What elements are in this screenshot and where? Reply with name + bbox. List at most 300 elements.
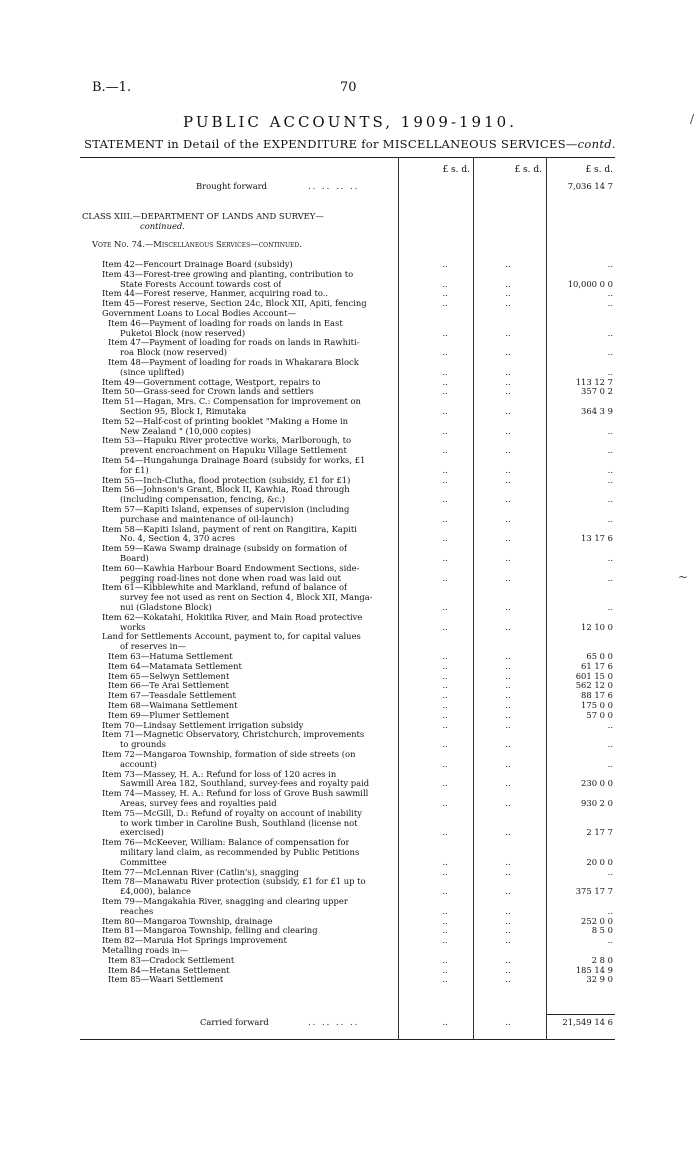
table-row — [80, 337, 615, 347]
item-amount: .. — [607, 572, 613, 583]
col2-dots: .. — [505, 1017, 511, 1027]
table-row — [80, 700, 615, 710]
table-row — [80, 612, 615, 622]
item-amount: .. — [607, 935, 613, 946]
item-amount: 230 0 0 — [581, 778, 613, 789]
subtitle-main: STATEMENT in Detail of the EXPENDITURE for MISCELLANEOUS SERVICES— — [84, 137, 578, 151]
table-row — [80, 759, 615, 769]
item-amount: 32 9 0 — [586, 974, 613, 985]
item-description: account) — [120, 758, 157, 769]
item-description: Item 48—Payment of loading for roads in Whakarara Block — [108, 357, 359, 367]
item-amount: 357 0 2 — [581, 386, 613, 397]
table-row — [80, 935, 615, 945]
carried-forward-label: Carried forward — [200, 1017, 269, 1027]
item-amount: 12 10 0 — [581, 621, 613, 632]
table-row — [80, 357, 615, 367]
item-description: Item 74—Massey, H. A.: Refund for loss of Grove Bush sawmill — [102, 788, 369, 799]
table-row — [80, 416, 615, 426]
item-description: (including compensation, fencing, &c.) — [120, 494, 286, 505]
item-description: Section 95, Block I, Rimutaka — [120, 406, 247, 416]
item-description: purchase and maintenance of oil-launch) — [120, 513, 294, 524]
table-row — [80, 602, 615, 612]
col1-dots: .. — [442, 386, 448, 397]
item-description: pegging road-lines not done when road was laid out — [120, 572, 341, 583]
table-row — [80, 837, 615, 847]
table-row — [80, 896, 615, 906]
col2-dots: .. — [505, 327, 511, 338]
class-heading-cont — [80, 221, 615, 231]
table-row — [80, 788, 615, 798]
item-description: No. 4, Section 4, 370 acres — [120, 533, 235, 544]
table-row — [80, 739, 615, 749]
col1-dots: .. — [442, 259, 448, 269]
table-row — [80, 808, 615, 818]
item-description: Item 69—Plumer Settlement — [108, 709, 230, 720]
col2-dots: .. — [505, 660, 511, 671]
item-description: Item 47—Payment of loading for roads on lands in Rawhiti- — [108, 337, 360, 348]
item-description: Item 43—Forest-tree growing and planting, contribution to — [102, 268, 354, 279]
item-description: Item 63—Hatuma Settlement — [108, 651, 233, 661]
item-amount: 88 17 6 — [581, 690, 613, 701]
item-description: Item 65—Selwyn Settlement — [108, 670, 230, 681]
table-row — [80, 778, 615, 788]
table-row — [80, 974, 615, 984]
item-description: Item 59—Kawa Swamp drainage (subsidy on formation of — [102, 543, 348, 554]
col2-dots: .. — [505, 651, 511, 661]
col1-dots: .. — [442, 660, 448, 671]
table-row — [80, 690, 615, 700]
carried-forward-amount: 21,549 14 6 — [562, 1017, 613, 1027]
col1-dots: .. — [442, 925, 448, 936]
col1-dots: .. — [442, 739, 448, 750]
item-description: Item 62—Kokatahi, Hokitika River, and Main Road protective — [102, 611, 363, 622]
item-description: Item 68—Waimana Settlement — [108, 700, 238, 710]
item-amount: 8 5 0 — [591, 925, 613, 936]
col2-dots: .. — [505, 474, 511, 485]
item-description: for £1) — [120, 464, 149, 475]
item-amount: 252 0 0 — [581, 915, 613, 926]
item-amount: .. — [607, 758, 613, 769]
col2-dots: .. — [505, 719, 511, 730]
col2-dots: .. — [505, 494, 511, 505]
col2-dots: .. — [505, 298, 511, 309]
item-description: prevent encroachment on Hapuku Village Settlement — [120, 445, 347, 456]
class-heading-cont-text: continued. — [140, 221, 185, 231]
leader-dots: .. .. .. .. — [308, 181, 360, 191]
col1-dots: .. — [442, 778, 448, 789]
item-description: Item 83—Cradock Settlement — [108, 954, 235, 965]
item-description: Item 51—Hagan, Mrs. C.: Compensation for improvement on — [102, 396, 361, 407]
item-description: Item 80—Mangaroa Township, drainage — [102, 915, 273, 926]
column-header-3: £ s. d. — [585, 165, 613, 175]
item-description: survey fee not used as rent on Section 4, Block XII, Manga- — [120, 592, 373, 603]
table-row — [80, 906, 615, 916]
subtitle-contd: contd. — [577, 137, 616, 151]
col2-dots: .. — [505, 905, 511, 916]
table-row — [80, 573, 615, 583]
table-row — [80, 622, 615, 632]
item-description: Item 67—Teasdale Settlement — [108, 690, 236, 701]
item-amount: 930 2 0 — [581, 798, 613, 808]
col2-dots: .. — [505, 974, 511, 985]
item-description: Item 56—Johnson's Grant, Block II, Kawhia, Road through — [102, 484, 350, 495]
item-description: roa Block (now reserved) — [120, 347, 228, 358]
item-amount: 20 0 0 — [586, 856, 613, 867]
table-row — [80, 288, 615, 298]
item-description: Item 44—Forest reserve, Hanmer, acquiring road to.. — [102, 288, 329, 299]
table-row — [80, 720, 615, 730]
table-row — [80, 945, 615, 955]
item-description: Item 52—Half-cost of printing booklet "Making a Home in — [102, 415, 349, 426]
col1-dots: .. — [442, 680, 448, 691]
col2-dots: .. — [505, 259, 511, 269]
table-row — [80, 328, 615, 338]
item-amount: 175 0 0 — [581, 700, 613, 710]
column-header-2: £ s. d. — [514, 165, 542, 175]
col2-dots: .. — [505, 425, 511, 436]
col2-dots: .. — [505, 406, 511, 416]
col2-dots: .. — [505, 827, 511, 838]
table-bottom-rule — [80, 1039, 615, 1040]
col1-dots: .. — [442, 915, 448, 926]
item-description: exercised) — [120, 827, 164, 838]
page-subtitle — [0, 137, 700, 151]
table-row — [80, 916, 615, 926]
col1-dots: .. — [442, 288, 448, 299]
table-row — [80, 867, 615, 877]
col1-dots: .. — [442, 464, 448, 475]
item-description: Item 77—McLennan River (Catlin's), snagging — [102, 866, 300, 877]
item-amount: 2 8 0 — [591, 954, 613, 965]
col1-dots: .. — [442, 700, 448, 710]
item-description: Item 85—Waari Settlement — [108, 974, 224, 985]
table-row — [80, 484, 615, 494]
col1-dots: .. — [442, 602, 448, 612]
col1-dots: .. — [442, 651, 448, 661]
table-row — [80, 847, 615, 857]
item-description: Sawmill Area 182, Southland, survey-fees and royalty paid — [120, 778, 370, 789]
table-row — [80, 651, 615, 661]
item-description: Item 45—Forest reserve, Section 24c, Block XII, Apiti, fencing — [102, 298, 367, 309]
item-description: Item 53—Hapuku River protective works, Marlborough, to — [102, 435, 352, 446]
table-row — [80, 347, 615, 357]
item-description: Item 76—McKeever, William: Balance of compensation for — [102, 837, 350, 848]
leader-dots: .. .. .. .. — [308, 1017, 360, 1027]
col1-dots: .. — [442, 445, 448, 456]
item-description: Item 60—Kawhia Harbour Board Endowment Sections, side- — [102, 562, 360, 573]
item-description: military land claim, as recommended by Public Petitions — [120, 847, 360, 857]
item-amount: 13 17 6 — [581, 533, 613, 544]
item-description: Item 66—Te Arai Settlement — [108, 680, 229, 691]
margin-mark: / — [690, 112, 695, 126]
col1-dots: .. — [442, 866, 448, 877]
item-amount: 113 12 7 — [575, 376, 613, 387]
table-row — [80, 396, 615, 406]
col2-dots: .. — [505, 572, 511, 583]
item-amount: .. — [607, 259, 613, 269]
brought-forward-amount: 7,036 14 7 — [567, 181, 613, 191]
table-row — [80, 494, 615, 504]
table-row — [80, 925, 615, 935]
item-amount: .. — [607, 347, 613, 358]
table-row — [80, 857, 615, 867]
col2-dots: .. — [505, 700, 511, 710]
col1-dots: .. — [442, 719, 448, 730]
item-description: Land for Settlements Account, payment to, for capital values — [102, 631, 361, 642]
margin-mark: ~ — [678, 570, 689, 584]
brought-forward-label: Brought forward — [196, 181, 268, 191]
carried-forward-row — [80, 1017, 615, 1027]
col2-dots: .. — [505, 964, 511, 975]
table-top-rule — [80, 157, 615, 158]
col1-dots: .. — [442, 709, 448, 720]
item-amount: 185 14 9 — [575, 964, 613, 975]
item-description: to grounds — [120, 739, 166, 750]
table-row — [80, 377, 615, 387]
col2-dots: .. — [505, 386, 511, 397]
table-row — [80, 592, 615, 602]
page-title: PUBLIC ACCOUNTS, 1909-1910. — [183, 113, 517, 131]
col1-dots: .. — [442, 1017, 448, 1027]
col1-dots: .. — [442, 474, 448, 485]
table-row — [80, 465, 615, 475]
table-row — [80, 445, 615, 455]
col1-dots: .. — [442, 327, 448, 338]
item-amount: 61 17 6 — [581, 660, 613, 671]
document-reference: B.—1. — [92, 80, 132, 95]
item-description: Government Loans to Local Bodies Account— — [102, 308, 296, 318]
item-description: State Forests Account towards cost of — [120, 278, 282, 289]
item-description: reaches — [120, 905, 154, 916]
col2-dots: .. — [505, 288, 511, 299]
item-description: Item 82—Maruia Hot Springs improvement — [102, 935, 287, 946]
table-row — [80, 729, 615, 739]
table-row — [80, 749, 615, 759]
item-description: Item 71—Magnetic Observatory, Christchurch, improvements — [102, 729, 365, 740]
table-row — [80, 582, 615, 592]
col2-dots: .. — [505, 376, 511, 387]
col2-dots: .. — [505, 347, 511, 358]
vote-heading — [80, 239, 615, 249]
col2-dots: .. — [505, 553, 511, 563]
carried-rule — [546, 1014, 615, 1015]
table-row — [80, 543, 615, 553]
col1-dots: .. — [442, 964, 448, 975]
table-row — [80, 386, 615, 396]
item-description: New Zealand " (10,000 copies) — [120, 425, 252, 436]
col2-dots: .. — [505, 886, 511, 897]
col1-dots: .. — [442, 954, 448, 965]
col1-dots: .. — [442, 298, 448, 309]
item-description: Item 84—Hetana Settlement — [108, 964, 230, 975]
table-row — [80, 298, 615, 308]
table-row — [80, 661, 615, 671]
table-row — [80, 279, 615, 289]
col1-dots: .. — [442, 974, 448, 985]
col2-dots: .. — [505, 935, 511, 946]
table-row — [80, 818, 615, 828]
col1-dots: .. — [442, 278, 448, 289]
item-amount: .. — [607, 327, 613, 338]
item-amount: .. — [607, 494, 613, 505]
item-amount: .. — [607, 288, 613, 299]
col1-dots: .. — [442, 856, 448, 867]
item-description: Metalling roads in— — [102, 945, 189, 955]
vote-heading-text: Vote No. 74.—Miscellaneous Services—continued. — [92, 239, 302, 249]
col1-dots: .. — [442, 553, 448, 563]
col1-dots: .. — [442, 376, 448, 387]
col1-dots: .. — [442, 758, 448, 769]
table-row — [80, 798, 615, 808]
table-row — [80, 504, 615, 514]
item-description: Item 58—Kapiti Island, payment of rent on Rangitira, Kapiti — [102, 523, 357, 534]
col1-dots: .. — [442, 670, 448, 681]
col2-dots: .. — [505, 513, 511, 524]
item-description: Committee — [120, 856, 167, 867]
col2-dots: .. — [505, 778, 511, 789]
table-row — [80, 886, 615, 896]
table-row — [80, 965, 615, 975]
table-row — [80, 455, 615, 465]
item-description: Item 79—Mangakahia River, snagging and clearing upper — [102, 896, 348, 906]
table-row — [80, 514, 615, 524]
table-row — [80, 367, 615, 377]
item-amount: .. — [607, 445, 613, 456]
item-amount: .. — [607, 464, 613, 475]
item-amount: 375 17 7 — [575, 886, 613, 897]
col2-dots: .. — [505, 533, 511, 544]
item-description: £4,000), balance — [120, 886, 191, 897]
table-row — [80, 955, 615, 965]
table-row — [80, 827, 615, 837]
col1-dots: .. — [442, 905, 448, 916]
col2-dots: .. — [505, 680, 511, 691]
col1-dots: .. — [442, 494, 448, 505]
item-amount: 65 0 0 — [586, 651, 613, 661]
item-description: Item 81—Mangaroa Township, felling and clearing — [102, 925, 318, 936]
col1-dots: .. — [442, 827, 448, 838]
table-row — [80, 631, 615, 641]
item-description: to work timber in Caroline Bush, Southland (license not — [120, 817, 358, 828]
table-row — [80, 876, 615, 886]
col2-dots: .. — [505, 709, 511, 720]
item-amount: .. — [607, 602, 613, 612]
item-amount: .. — [607, 425, 613, 436]
table-row — [80, 553, 615, 563]
col2-dots: .. — [505, 621, 511, 632]
item-amount: .. — [607, 298, 613, 309]
table-row — [80, 475, 615, 485]
item-description: Item 42—Fencourt Drainage Board (subsidy) — [102, 259, 293, 269]
item-amount: .. — [607, 553, 613, 563]
col1-dots: .. — [442, 935, 448, 946]
class-heading — [80, 211, 615, 221]
col1-dots: .. — [442, 886, 448, 897]
table-row — [80, 318, 615, 328]
item-description: works — [120, 621, 146, 632]
table-row — [80, 524, 615, 534]
item-description: Areas, survey fees and royalties paid — [120, 798, 277, 808]
col2-dots: .. — [505, 739, 511, 750]
col2-dots: .. — [505, 690, 511, 701]
col1-dots: .. — [442, 513, 448, 524]
item-description: Item 50—Grass-seed for Crown lands and settlers — [102, 386, 314, 397]
item-description: Item 78—Manawatu River protection (subsidy, £1 for £1 up to — [102, 876, 366, 887]
col2-dots: .. — [505, 366, 511, 377]
class-heading-text: CLASS XIII.—DEPARTMENT OF LANDS AND SURVEY— — [82, 211, 324, 221]
col1-dots: .. — [442, 406, 448, 416]
table-row — [80, 435, 615, 445]
expenditure-table — [80, 157, 615, 1040]
col2-dots: .. — [505, 866, 511, 877]
item-description: Item 49—Government cottage, Westport, repairs to — [102, 376, 321, 387]
col2-dots: .. — [505, 925, 511, 936]
item-amount: .. — [607, 719, 613, 730]
item-amount: .. — [607, 513, 613, 524]
col2-dots: .. — [505, 758, 511, 769]
item-amount: 10,000 0 0 — [567, 278, 613, 289]
col1-dots: .. — [442, 533, 448, 544]
item-description: Board) — [120, 553, 149, 563]
col2-dots: .. — [505, 670, 511, 681]
item-amount: .. — [607, 905, 613, 916]
table-row — [80, 769, 615, 779]
item-description: Item 75—McGill, D.: Refund of royalty on account of inability — [102, 807, 363, 818]
table-row — [80, 259, 615, 269]
item-amount: 562 12 0 — [575, 680, 613, 691]
col2-dots: .. — [505, 954, 511, 965]
item-description: (since uplifted) — [120, 366, 185, 377]
item-description: Item 55—Inch-Clutha, flood protection (subsidy, £1 for £1) — [102, 474, 351, 485]
item-description: of reserves in— — [120, 641, 187, 652]
col2-dots: .. — [505, 278, 511, 289]
col1-dots: .. — [442, 621, 448, 632]
item-description: Item 61—Kibblewhite and Markland, refund of balance of — [102, 582, 348, 593]
item-amount: .. — [607, 866, 613, 877]
item-description: Item 73—Massey, H. A.: Refund for loss of 120 acres in — [102, 768, 337, 779]
item-description: Item 46—Payment of loading for roads on lands in East — [108, 317, 343, 328]
col1-dots: .. — [442, 572, 448, 583]
table-row — [80, 426, 615, 436]
table-row — [80, 710, 615, 720]
item-amount: 601 15 0 — [575, 670, 613, 681]
table-row — [80, 308, 615, 318]
brought-forward-row — [80, 181, 615, 191]
col2-dots: .. — [505, 798, 511, 808]
item-amount: 2 17 7 — [586, 827, 613, 838]
item-description: Item 70—Lindsay Settlement irrigation subsidy — [102, 719, 304, 730]
item-amount: .. — [607, 474, 613, 485]
col2-dots: .. — [505, 445, 511, 456]
table-row — [80, 641, 615, 651]
col1-dots: .. — [442, 798, 448, 808]
page-number: 70 — [340, 80, 357, 95]
item-description: Item 57—Kapiti Island, expenses of supervision (including — [102, 504, 350, 514]
item-amount: .. — [607, 366, 613, 377]
column-header-1: £ s. d. — [442, 165, 470, 175]
col2-dots: .. — [505, 602, 511, 612]
item-amount: 364 3 9 — [581, 406, 613, 416]
col2-dots: .. — [505, 856, 511, 867]
col1-dots: .. — [442, 366, 448, 377]
item-description: Item 54—Hungahunga Drainage Board (subsidy for works, £1 — [102, 455, 366, 465]
item-description: Puketoi Block (now reserved) — [120, 327, 246, 338]
table-row — [80, 269, 615, 279]
item-amount: .. — [607, 739, 613, 750]
table-row — [80, 406, 615, 416]
table-row — [80, 563, 615, 573]
col2-dots: .. — [505, 915, 511, 926]
